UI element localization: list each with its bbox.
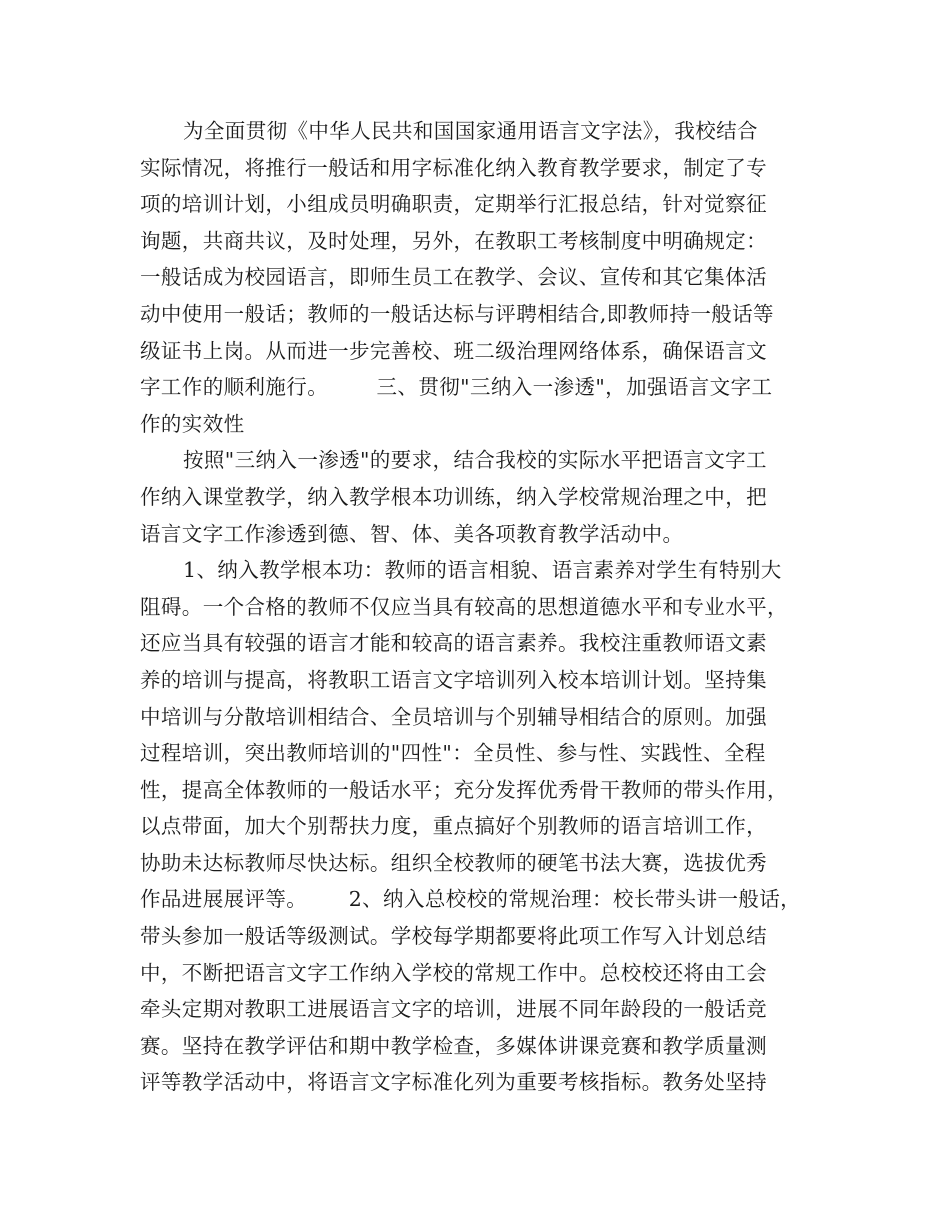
text-line: 中培训与分散培训相结合、全员培训与个别辅导相结合的原则。加强 xyxy=(140,704,767,729)
text-line: 实际情况，将推行一般话和用字标准化纳入教育教学要求，制定了专 xyxy=(140,155,767,180)
text-line: 按照"三纳入一渗透"的要求，结合我校的实际水平把语言文字工 xyxy=(183,448,767,473)
text-line: 协助未达标教师尽快达标。组织全校教师的硬笔书法大赛，选拔优秀 xyxy=(140,850,767,875)
text-line: 为全面贯彻《中华人民共和国国家通用语言文字法》，我校结合 xyxy=(183,119,758,143)
text-line: 评等教学活动中，将语言文字标准化列为重要考核指标。教务处坚持 xyxy=(140,1070,767,1095)
text-line: 性，提高全体教师的一般话水平；充分发挥优秀骨干教师的带头作用， xyxy=(140,777,788,802)
document-body xyxy=(140,113,812,1101)
text-line: 1、纳入教学根本功：教师的语言相貌、语言素养对学生有特别大 xyxy=(183,558,782,583)
text-line: 级证书上岗。从而进一步完善校、班二级治理网络体系，确保语言文 xyxy=(140,338,767,363)
text-line: 牵头定期对教职工进展语言文字的培训，进展不同年龄段的一般话竞 xyxy=(140,997,767,1022)
text-line: 语言文字工作渗透到德、智、体、美各项教育教学活动中。 xyxy=(140,521,684,546)
text-line: 带头参加一般话等级测试。学校每学期都要将此项工作写入计划总结 xyxy=(140,924,767,949)
text-line: 作品进展展评等。 2、纳入总校校的常规治理：校长带头讲一般话， xyxy=(140,887,802,912)
text-line: 中，不断把语言文字工作纳入学校的常规工作中。总校校还将由工会 xyxy=(140,960,767,985)
text-line: 过程培训，突出教师培训的"四性"：全员性、参与性、实践性、全程 xyxy=(140,741,766,766)
text-line: 询题，共商共议，及时处理，另外，在教职工考核制度中明确规定： xyxy=(140,228,767,253)
text-line: 作的实效性 xyxy=(140,411,245,436)
text-line: 还应当具有较强的语言才能和较高的语言素养。我校注重教师语文素 xyxy=(140,631,767,656)
text-line: 字工作的顺利施行。 三、贯彻"三纳入一渗透"，加强语言文字工 xyxy=(140,375,773,400)
text-line: 项的培训计划，小组成员明确职责，定期举行汇报总结，针对觉察征 xyxy=(140,192,767,217)
text-line: 阻碍。一个合格的教师不仅应当具有较高的思想道德水平和专业水平， xyxy=(140,594,788,619)
text-line: 赛。坚持在教学评估和期中教学检查，多媒体讲课竞赛和教学质量测 xyxy=(140,1033,767,1058)
text-line: 动中使用一般话；教师的一般话达标与评聘相结合,即教师持一般话等 xyxy=(140,301,774,326)
text-line: 一般话成为校园语言，即师生员工在教学、会议、宣传和其它集体活 xyxy=(140,265,767,290)
text-line: 养的培训与提高，将教职工语言文字培训列入校本培训计划。坚持集 xyxy=(140,667,767,692)
text-line: 以点带面，加大个别帮扶力度，重点搞好个别教师的语言培训工作， xyxy=(140,814,767,839)
text-line: 作纳入课堂教学，纳入教学根本功训练，纳入学校常规治理之中，把 xyxy=(140,484,767,509)
